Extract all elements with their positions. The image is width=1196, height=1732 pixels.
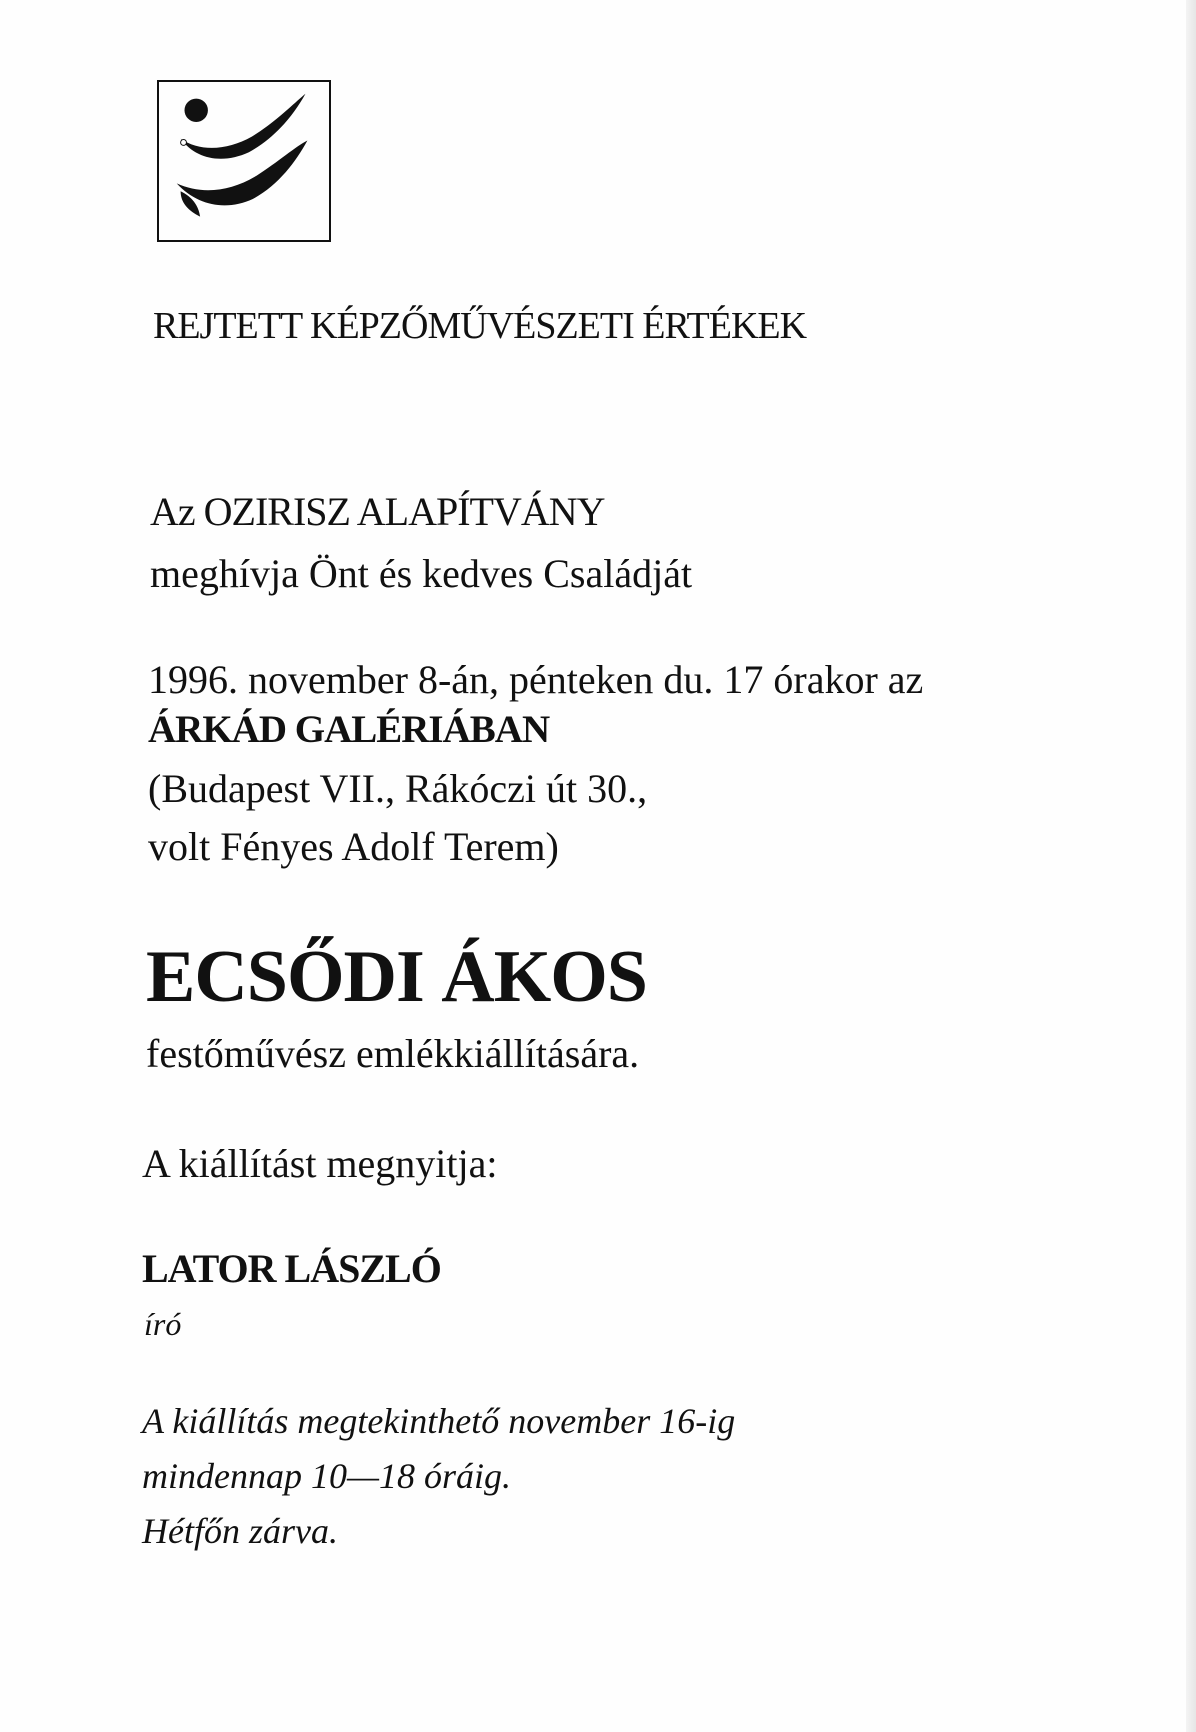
series-title: REJTETT KÉPZŐMŰVÉSZETI ÉRTÉKEK (153, 305, 807, 347)
event-address-line2: volt Fényes Adolf Terem) (148, 824, 559, 869)
viewing-line1: A kiállítás megtekinthető november 16-ig (142, 1401, 736, 1441)
event-venue: ÁRKÁD GALÉRIÁBAN (148, 708, 550, 751)
abstract-figure-logo-icon (159, 82, 329, 240)
opening-speaker: LATOR LÁSZLÓ (142, 1246, 441, 1291)
viewing-line3: Hétfőn zárva. (142, 1511, 338, 1551)
paper-edge-shadow (1186, 0, 1196, 1732)
foundation-logo (157, 80, 331, 242)
invite-line: meghívja Önt és kedves Családját (150, 551, 693, 596)
viewing-line2: mindennap 10—18 óráig. (142, 1456, 511, 1496)
artist-description: festőművész emlékkiállítására. (146, 1031, 640, 1076)
artist-name: ECSŐDI ÁKOS (146, 936, 647, 1018)
event-address-line1: (Budapest VII., Rákóczi út 30., (148, 766, 648, 811)
event-datetime: 1996. november 8-án, pénteken du. 17 órakor az (148, 657, 924, 702)
opening-label: A kiállítást megnyitja: (142, 1141, 498, 1186)
opening-speaker-role: író (144, 1306, 182, 1342)
organizer-line: Az OZIRISZ ALAPÍTVÁNY (150, 489, 605, 534)
